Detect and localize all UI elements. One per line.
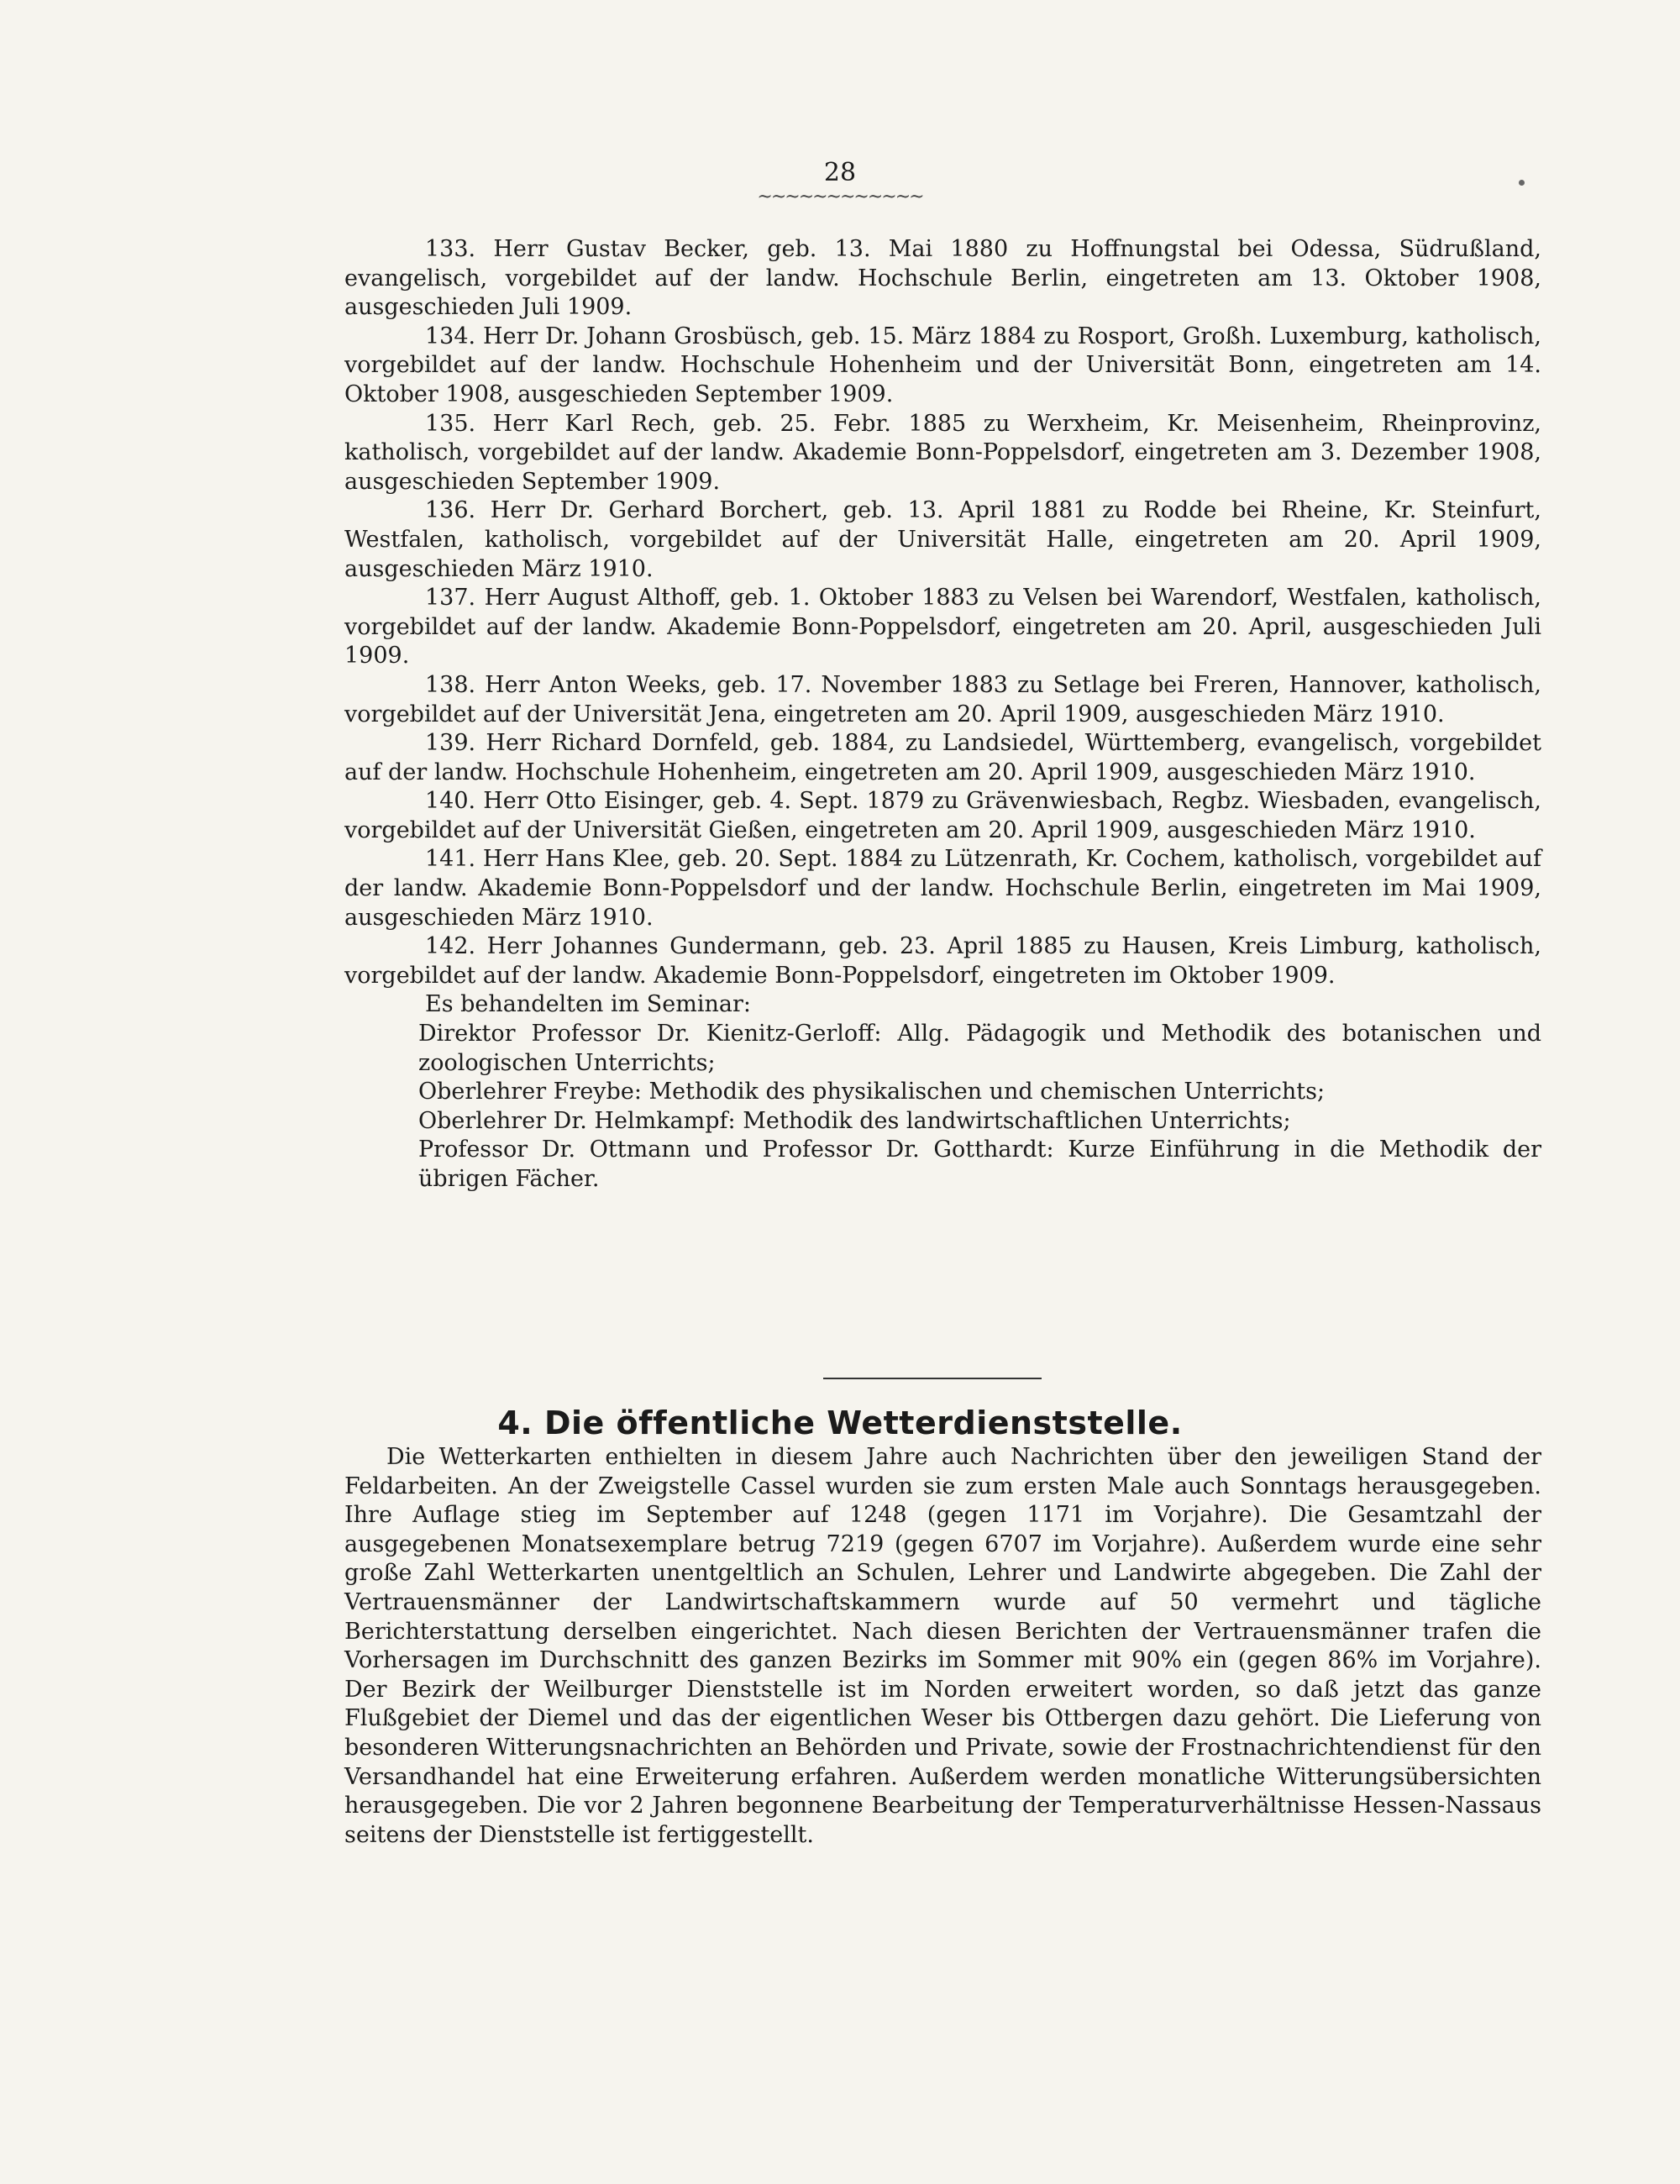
list-item: 137. Herr August Althoff, geb. 1. Oktober 1883 zu Velsen bei Warendorf, Westfalen, katholisch, vorgebildet auf der landw. Akademie Bonn-Poppelsdorf, eingetreten am 20. April, ausgeschieden Juli 1909. [344, 585, 1541, 669]
seminar-line: Oberlehrer Freybe: Methodik des physikalischen und chemischen Unterrichts; [418, 1079, 1326, 1105]
list-item: 134. Herr Dr. Johann Grosbüsch, geb. 15. März 1884 zu Rosport, Großh. Luxemburg, katholisch, vorgebildet auf der landw. Hochschule Hohenheim und der Universität Bonn, eingetreten am 14. Oktober 1908, ausgeschieden September 1909. [344, 323, 1541, 407]
list-item: 135. Herr Karl Rech, geb. 25. Febr. 1885 zu Werxheim, Kr. Meisenheim, Rheinprovinz, katholisch, vorgebildet auf der landw. Akademie Bonn-Poppelsdorf, eingetreten am 3. Dezember 1908, ausgeschieden September 1909. [344, 410, 1541, 495]
seminar-line: Oberlehrer Dr. Helmkampf: Methodik des landwirtschaftlichen Unterrichts; [418, 1107, 1291, 1134]
section-title: 4. Die öffentliche Wetterdienststelle. [497, 1404, 1183, 1441]
page-number: 28 [823, 158, 857, 187]
section-body: Die Wetterkarten enthielten in diesem Jahre auch Nachrichten über den jeweiligen Stand der Feldarbeiten. An der Zweigstelle Cassel wurden sie zum ersten Male auch Sonntags herausgegeben. Ihre Auflage stieg im September auf 1248 (gegen 1171 im Vorjahre). Die Gesamtzahl der ausgegebenen Monatsexemplare betrug 7219 (gegen 6707 im Vorjahre). Außerdem wurde eine sehr große Zahl Wetterkarten unentgeltlich an Schulen, Lehrer und Landwirte abgegeben. Die Zahl der Vertrauensmänner der Landwirtschaftskammern wurde auf 50 vermehrt und tägliche Berichterstattung derselben eingerichtet. Nach diesen Berichten der Vertrauensmänner trafen die Vorhersagen im Durchschnitt des ganzen Bezirks im Sommer mit 90% ein (gegen 86% im Vorjahre). Der Bezirk der Weilburger Dienststelle ist im Norden erweitert worden, so daß jetzt das ganze Flußgebiet der Diemel und das der eigentlichen Weser bis Ottbergen dazu gehört. Die Lieferung von besonderen Witterungsnachrichten an Behörden und Private, sowie der Frostnachrichtendienst für den Versandhandel hat eine Erweiterung erfahren. Außerdem werden monatliche Witterungsübersichten herausgegeben. Die vor 2 Jahren begonnene Bearbeitung der Temperaturverhältnisse Hessen-Nassaus seitens der Dienststelle ist fertiggestellt. [344, 1444, 1541, 1848]
list-item: 138. Herr Anton Weeks, geb. 17. November 1883 zu Setlage bei Freren, Hannover, katholisch, vorgebildet auf der Universität Jena, eingetreten am 20. April 1909, ausgeschieden März 1910. [344, 671, 1541, 727]
student-list [344, 235, 1541, 1194]
list-item: 142. Herr Johannes Gundermann, geb. 23. April 1885 zu Hausen, Kreis Limburg, katholisch, vorgebildet auf der landw. Akademie Bonn-Poppelsdorf, eingetreten im Oktober 1909. [344, 933, 1541, 989]
list-item: 136. Herr Dr. Gerhard Borchert, geb. 13. April 1881 zu Rodde bei Rheine, Kr. Steinfurt, Westfalen, katholisch, vorgebildet auf der Universität Halle, eingetreten am 20. April 1909, ausgeschieden März 1910. [344, 497, 1541, 582]
seminar-heading: Es behandelten im Seminar: [425, 991, 752, 1018]
list-item: 139. Herr Richard Dornfeld, geb. 1884, zu Landsiedel, Württemberg, evangelisch, vorgebildet auf der landw. Hochschule Hohenheim, eingetreten am 20. April 1909, ausgeschieden März 1910. [344, 730, 1541, 785]
list-item: 141. Herr Hans Klee, geb. 20. Sept. 1884 zu Lützenrath, Kr. Cochem, katholisch, vorgebildet auf der landw. Akademie Bonn-Poppelsdorf und der landw. Hochschule Berlin, eingetreten im Mai 1909, ausgeschieden März 1910. [344, 846, 1541, 931]
seminar-section [344, 990, 1541, 1194]
seminar-line: Professor Dr. Ottmann und Professor Dr. Gotthardt: Kurze Einführung in die Methodik der übrigen Fächer. [418, 1137, 1541, 1192]
list-item: 140. Herr Otto Eisinger, geb. 4. Sept. 1879 zu Grävenwiesbach, Regbz. Wiesbaden, evangelisch, vorgebildet auf der Universität Gießen, eingetreten am 20. April 1909, ausgeschieden März 1910. [344, 788, 1541, 843]
page-number-ornament: ~~~~~~~~~~~~ [757, 186, 923, 207]
list-item: 133. Herr Gustav Becker, geb. 13. Mai 1880 zu Hoffnungstal bei Odessa, Südrußland, evangelisch, vorgebildet auf der landw. Hochschule Berlin, eingetreten am 13. Oktober 1908, ausgeschieden Juli 1909. [344, 236, 1541, 321]
seminar-line: Direktor Professor Dr. Kienitz-Gerloff: Allg. Pädagogik und Methodik des botanischen und zoologischen Unterrichts; [418, 1021, 1541, 1076]
speck-mark [1519, 180, 1525, 186]
section-divider [823, 1378, 1042, 1379]
